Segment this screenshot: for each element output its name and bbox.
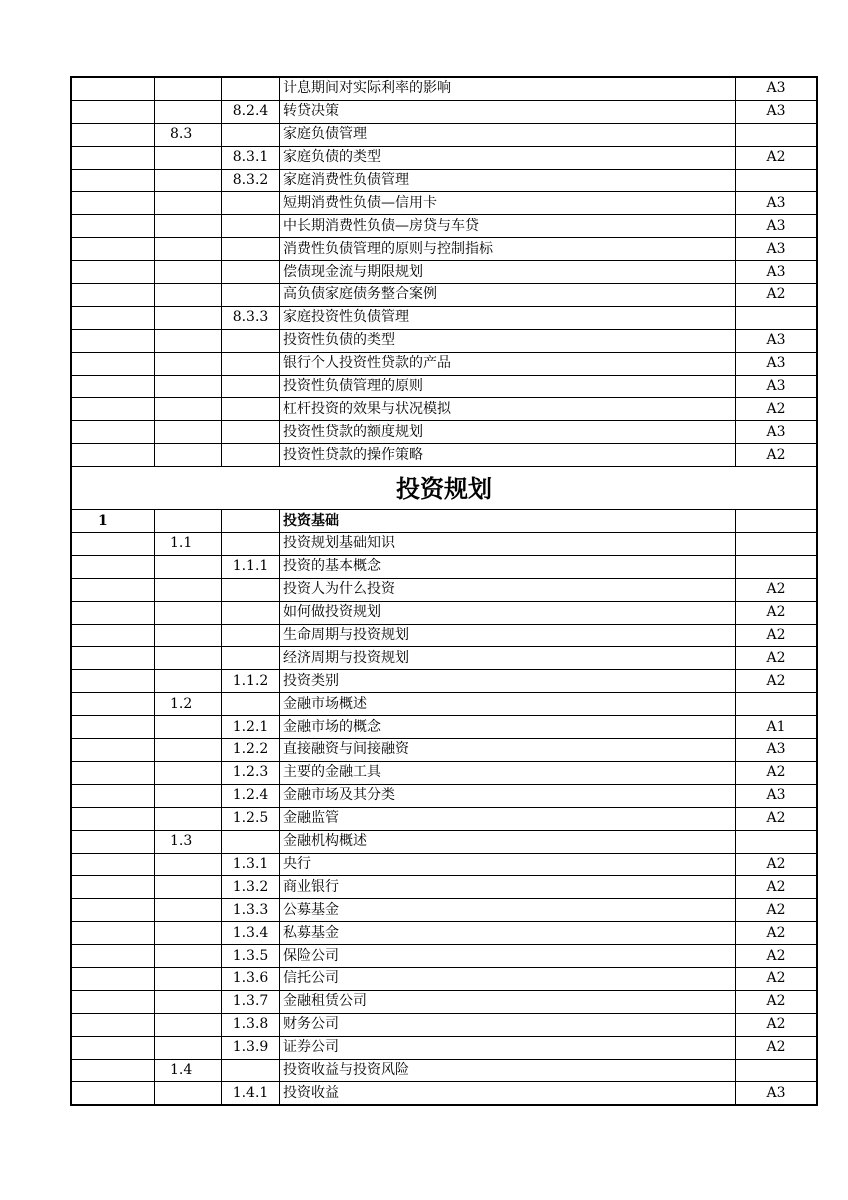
syllabus-table [70,76,818,1106]
table-row [71,853,817,876]
chapter-number-cell [71,123,155,146]
section-number-cell [155,853,222,876]
table-row [71,693,817,716]
subsection-number-cell [222,444,280,467]
level-cell: A3 [736,352,818,375]
table-body-bottom [71,510,817,1106]
section-number-cell [155,261,222,284]
table-row [71,876,817,899]
section-number-cell [155,716,222,739]
subsection-number-cell [222,398,280,421]
section-number-cell [155,807,222,830]
level-cell: A3 [736,77,818,100]
subsection-number-cell: 1.3.3 [222,899,280,922]
section-number-cell [155,967,222,990]
chapter-number-cell [71,192,155,215]
topic-cell: 投资性负债管理的原则 [280,375,736,398]
subsection-number-cell [222,375,280,398]
section-number-cell [155,1013,222,1036]
chapter-number-cell [71,945,155,968]
table-row [71,967,817,990]
table-row [71,77,817,100]
subsection-number-cell: 1.2.5 [222,807,280,830]
topic-cell: 央行 [280,853,736,876]
topic-cell: 投资性贷款的操作策略 [280,444,736,467]
table-row [71,1036,817,1059]
table-row [71,398,817,421]
section-number-cell [155,647,222,670]
table-row [71,1059,817,1082]
topic-cell: 经济周期与投资规划 [280,647,736,670]
subsection-number-cell [222,261,280,284]
section-number-cell [155,670,222,693]
level-cell [736,555,818,578]
level-cell: A3 [736,261,818,284]
table-row [71,100,817,123]
table-row [71,306,817,329]
table-row [71,830,817,853]
subsection-number-cell [222,352,280,375]
section-number-cell [155,329,222,352]
topic-cell: 主要的金融工具 [280,761,736,784]
subsection-number-cell: 1.2.4 [222,784,280,807]
topic-cell: 公募基金 [280,899,736,922]
subsection-number-cell [222,1059,280,1082]
chapter-number-cell [71,990,155,1013]
topic-cell: 家庭投资性负债管理 [280,306,736,329]
table-body-top [71,77,817,467]
chapter-number-cell [71,352,155,375]
table-row [71,601,817,624]
level-cell: A2 [736,899,818,922]
table-row [71,169,817,192]
chapter-number-cell [71,739,155,762]
topic-cell: 投资收益 [280,1082,736,1105]
chapter-number-cell [71,421,155,444]
level-cell [736,510,818,533]
section-number-cell [155,899,222,922]
chapter-number-cell [71,899,155,922]
subsection-number-cell [222,624,280,647]
level-cell: A2 [736,761,818,784]
table-row [71,555,817,578]
section-number-cell [155,77,222,100]
section-number-cell [155,578,222,601]
table-row [71,375,817,398]
section-number-cell: 8.3 [155,123,222,146]
topic-cell: 短期消费性负债—信用卡 [280,192,736,215]
level-cell [736,169,818,192]
level-cell: A3 [736,329,818,352]
chapter-number-cell [71,306,155,329]
level-cell: A2 [736,876,818,899]
chapter-number-cell [71,215,155,238]
section-number-cell [155,284,222,307]
chapter-number-cell [71,716,155,739]
table-row [71,444,817,467]
chapter-number-cell [71,647,155,670]
section-number-cell [155,398,222,421]
topic-cell: 信托公司 [280,967,736,990]
table-row [71,123,817,146]
section-number-cell [155,510,222,533]
level-cell: A2 [736,578,818,601]
topic-cell: 投资人为什么投资 [280,578,736,601]
level-cell: A2 [736,945,818,968]
level-cell: A2 [736,444,818,467]
section-number-cell [155,1036,222,1059]
level-cell: A2 [736,624,818,647]
section-number-cell: 1.3 [155,830,222,853]
topic-cell: 中长期消费性负债—房贷与车贷 [280,215,736,238]
table-row [71,784,817,807]
chapter-number-cell [71,533,155,556]
section-number-cell [155,761,222,784]
subsection-number-cell: 8.3.1 [222,146,280,169]
subsection-number-cell [222,578,280,601]
table-row [71,647,817,670]
subsection-number-cell: 1.3.7 [222,990,280,1013]
subsection-number-cell [222,238,280,261]
section-number-cell [155,876,222,899]
topic-cell: 财务公司 [280,1013,736,1036]
table-row [71,716,817,739]
level-cell: A2 [736,284,818,307]
table-row [71,899,817,922]
section-number-cell [155,990,222,1013]
section-number-cell [155,922,222,945]
table-row [71,261,817,284]
topic-cell: 私募基金 [280,922,736,945]
section-number-cell [155,306,222,329]
table-row [71,146,817,169]
level-cell: A2 [736,647,818,670]
table-row [71,421,817,444]
section-number-cell [155,624,222,647]
section-number-cell [155,352,222,375]
level-cell: A2 [736,967,818,990]
topic-cell: 银行个人投资性贷款的产品 [280,352,736,375]
subsection-number-cell [222,123,280,146]
level-cell: A2 [736,601,818,624]
subsection-number-cell: 1.2.2 [222,739,280,762]
chapter-number-cell [71,830,155,853]
level-cell: A2 [736,670,818,693]
level-cell: A3 [736,784,818,807]
level-cell [736,830,818,853]
subsection-number-cell [222,421,280,444]
subsection-number-cell [222,533,280,556]
section-number-cell [155,169,222,192]
subsection-number-cell [222,693,280,716]
topic-cell: 家庭负债的类型 [280,146,736,169]
chapter-number-cell [71,77,155,100]
topic-cell: 投资的基本概念 [280,555,736,578]
table-row [71,922,817,945]
subsection-number-cell: 1.3.6 [222,967,280,990]
table-row [71,352,817,375]
topic-cell: 计息期间对实际利率的影响 [280,77,736,100]
level-cell [736,306,818,329]
chapter-number-cell [71,876,155,899]
section-number-cell [155,375,222,398]
subsection-number-cell [222,830,280,853]
topic-cell: 金融监管 [280,807,736,830]
subsection-number-cell: 1.2.1 [222,716,280,739]
chapter-number-cell [71,784,155,807]
chapter-number-cell [71,1013,155,1036]
subsection-number-cell: 1.4.1 [222,1082,280,1105]
section-number-cell [155,739,222,762]
level-cell: A3 [736,421,818,444]
chapter-number-cell [71,1036,155,1059]
table-row [71,329,817,352]
table-row [71,761,817,784]
section-number-cell [155,444,222,467]
topic-cell: 投资规划基础知识 [280,533,736,556]
topic-cell: 投资基础 [280,510,736,533]
chapter-number-cell [71,100,155,123]
section-number-cell [155,784,222,807]
section-number-cell: 1.1 [155,533,222,556]
subsection-number-cell [222,510,280,533]
topic-cell: 消费性负债管理的原则与控制指标 [280,238,736,261]
subsection-number-cell [222,601,280,624]
topic-cell: 金融市场及其分类 [280,784,736,807]
section-title: 投资规划 [71,467,817,510]
chapter-number-cell [71,444,155,467]
chapter-number-cell [71,146,155,169]
section-number-cell [155,238,222,261]
level-cell: A3 [736,215,818,238]
topic-cell: 偿债现金流与期限规划 [280,261,736,284]
topic-cell: 投资性贷款的额度规划 [280,421,736,444]
level-cell [736,123,818,146]
level-cell: A2 [736,1013,818,1036]
subsection-number-cell: 1.1.1 [222,555,280,578]
subsection-number-cell: 8.3.3 [222,306,280,329]
subsection-number-cell [222,215,280,238]
subsection-number-cell: 1.3.5 [222,945,280,968]
level-cell: A2 [736,398,818,421]
section-number-cell: 1.2 [155,693,222,716]
section-header-row [71,467,817,510]
topic-cell: 金融租赁公司 [280,990,736,1013]
subsection-number-cell: 1.3.8 [222,1013,280,1036]
level-cell: A1 [736,716,818,739]
topic-cell: 投资收益与投资风险 [280,1059,736,1082]
section-number-cell [155,555,222,578]
table-row [71,624,817,647]
section-number-cell [155,1082,222,1105]
subsection-number-cell: 1.3.4 [222,922,280,945]
table-row [71,578,817,601]
level-cell: A2 [736,990,818,1013]
topic-cell: 投资类别 [280,670,736,693]
chapter-number-cell [71,922,155,945]
table-row [71,1082,817,1105]
subsection-number-cell [222,284,280,307]
chapter-number-cell [71,624,155,647]
section-number-cell: 1.4 [155,1059,222,1082]
table-row [71,670,817,693]
level-cell: A2 [736,1036,818,1059]
topic-cell: 高负债家庭债务整合案例 [280,284,736,307]
topic-cell: 转贷决策 [280,100,736,123]
subsection-number-cell: 1.3.1 [222,853,280,876]
level-cell: A3 [736,192,818,215]
level-cell [736,533,818,556]
topic-cell: 商业银行 [280,876,736,899]
chapter-number-cell [71,967,155,990]
topic-cell: 直接融资与间接融资 [280,739,736,762]
table-row [71,807,817,830]
table-row [71,945,817,968]
subsection-number-cell: 1.2.3 [222,761,280,784]
subsection-number-cell [222,647,280,670]
level-cell: A3 [736,739,818,762]
chapter-number-cell: 1 [71,510,155,533]
level-cell: A3 [736,1082,818,1105]
table-row [71,238,817,261]
chapter-number-cell [71,761,155,784]
topic-cell: 杠杆投资的效果与状况模拟 [280,398,736,421]
chapter-number-cell [71,329,155,352]
chapter-number-cell [71,169,155,192]
chapter-number-cell [71,807,155,830]
table-row [71,1013,817,1036]
subsection-number-cell: 1.1.2 [222,670,280,693]
section-number-cell [155,945,222,968]
section-number-cell [155,100,222,123]
section-number-cell [155,146,222,169]
table-row [71,739,817,762]
topic-cell: 生命周期与投资规划 [280,624,736,647]
level-cell: A2 [736,807,818,830]
topic-cell: 如何做投资规划 [280,601,736,624]
topic-cell: 保险公司 [280,945,736,968]
subsection-number-cell: 8.3.2 [222,169,280,192]
topic-cell: 投资性负债的类型 [280,329,736,352]
level-cell [736,693,818,716]
topic-cell: 家庭负债管理 [280,123,736,146]
table-row [71,284,817,307]
chapter-number-cell [71,398,155,421]
chapter-number-cell [71,1082,155,1105]
topic-cell: 金融市场的概念 [280,716,736,739]
section-header-group [71,467,817,510]
chapter-number-cell [71,601,155,624]
subsection-number-cell: 1.3.2 [222,876,280,899]
table-row [71,192,817,215]
section-number-cell [155,192,222,215]
chapter-number-cell [71,555,155,578]
section-number-cell [155,601,222,624]
chapter-number-cell [71,853,155,876]
subsection-number-cell: 1.3.9 [222,1036,280,1059]
level-cell: A3 [736,238,818,261]
section-number-cell [155,421,222,444]
level-cell: A2 [736,853,818,876]
table-row [71,215,817,238]
section-number-cell [155,215,222,238]
subsection-number-cell [222,77,280,100]
topic-cell: 金融机构概述 [280,830,736,853]
table-row [71,510,817,533]
chapter-number-cell [71,693,155,716]
subsection-number-cell [222,329,280,352]
chapter-number-cell [71,578,155,601]
table-row [71,533,817,556]
topic-cell: 证券公司 [280,1036,736,1059]
chapter-number-cell [71,261,155,284]
level-cell: A3 [736,100,818,123]
topic-cell: 金融市场概述 [280,693,736,716]
level-cell [736,1059,818,1082]
level-cell: A3 [736,375,818,398]
chapter-number-cell [71,670,155,693]
chapter-number-cell [71,375,155,398]
chapter-number-cell [71,284,155,307]
subsection-number-cell: 8.2.4 [222,100,280,123]
subsection-number-cell [222,192,280,215]
level-cell: A2 [736,922,818,945]
chapter-number-cell [71,238,155,261]
table-row [71,990,817,1013]
level-cell: A2 [736,146,818,169]
topic-cell: 家庭消费性负债管理 [280,169,736,192]
chapter-number-cell [71,1059,155,1082]
